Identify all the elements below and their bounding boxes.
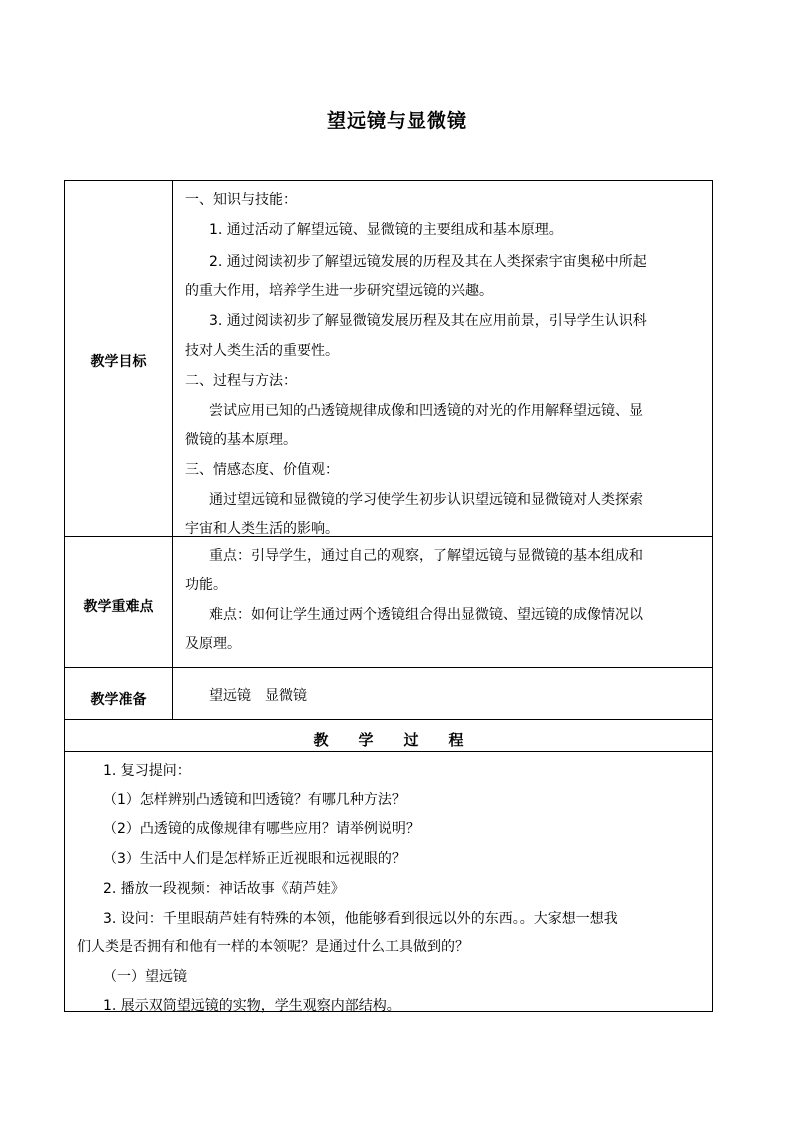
process-heading: 教 学 过 程	[313, 731, 464, 749]
key-point-line: 重点：引导学生，通过自己的观察，了解望远镜与显微镜的基本组成和	[209, 548, 643, 564]
objective-line: 通过望远镜和显微镜的学习使学生初步认识望远镜和显微镜对人类探索	[209, 492, 643, 508]
process-line: （一）望远镜	[103, 969, 187, 985]
key-point-line: 难点：如何让学生通过两个透镜组合得出显微镜、望远镜的成像情况以	[209, 607, 643, 623]
objective-line: 一、知识与技能：	[185, 192, 297, 208]
preparation-text: 望远镜 显微镜	[209, 688, 307, 704]
objective-line: 尝试应用已知的凸透镜规律成像和凹透镜的对光的作用解释望远镜、显	[209, 403, 643, 419]
objective-line: 1. 通过活动了解望远镜、显微镜的主要组成和基本原理。	[209, 222, 563, 238]
process-line: （2）凸透镜的成像规律有哪些应用？请举例说明？	[103, 821, 420, 837]
row-divider	[65, 751, 712, 752]
row-divider	[65, 667, 712, 668]
objective-line: 3. 通过阅读初步了解显微镜发展历程及其在应用前景，引导学生认识科	[209, 313, 647, 329]
page-title: 望远镜与显微镜	[326, 110, 467, 132]
objective-line: 技对人类生活的重要性。	[185, 343, 339, 359]
process-line: 们人类是否拥有和他有一样的本领呢？是通过什么工具做到的？	[77, 939, 469, 955]
objective-line: 二、过程与方法：	[185, 373, 297, 389]
row-divider	[65, 536, 712, 537]
key-point-line: 功能。	[185, 577, 227, 593]
process-line: 2. 播放一段视频：神话故事《葫芦娃》	[103, 881, 345, 897]
process-line: （1）怎样辨别凸透镜和凹透镜？有哪几种方法？	[103, 792, 406, 808]
preparation-label: 教学准备	[90, 692, 147, 708]
objective-line: 微镜的基本原理。	[185, 432, 297, 448]
process-line: （3）生活中人们是怎样矫正近视眼和远视眼的？	[103, 851, 406, 867]
lesson-plan-table	[64, 180, 713, 1012]
preparation-content	[173, 681, 712, 711]
key-points-label: 教学重难点	[83, 599, 154, 615]
objective-line: 2. 通过阅读初步了解望远镜发展的历程及其在人类探索宇宙奥秘中所起	[209, 254, 647, 270]
key-points-content	[173, 541, 712, 666]
process-line: 3. 设问：千里眼葫芦娃有特殊的本领，他能够看到很远以外的东西。。大家想一想我	[103, 911, 618, 927]
row-divider	[65, 719, 712, 720]
key-point-line: 及原理。	[185, 636, 241, 652]
process-content	[65, 756, 712, 1014]
process-line: 1. 复习提问：	[103, 763, 191, 779]
process-line: 1. 展示双筒望远镜的实物，学生观察内部结构。	[103, 998, 401, 1014]
objectives-content	[173, 185, 712, 537]
objectives-label: 教学目标	[90, 354, 147, 370]
objective-line: 三、情感态度、价值观：	[185, 462, 339, 478]
objective-line: 的重大作用，培养学生进一步研究望远镜的兴趣。	[185, 283, 493, 299]
objective-line: 宇宙和人类生活的影响。	[185, 521, 339, 537]
